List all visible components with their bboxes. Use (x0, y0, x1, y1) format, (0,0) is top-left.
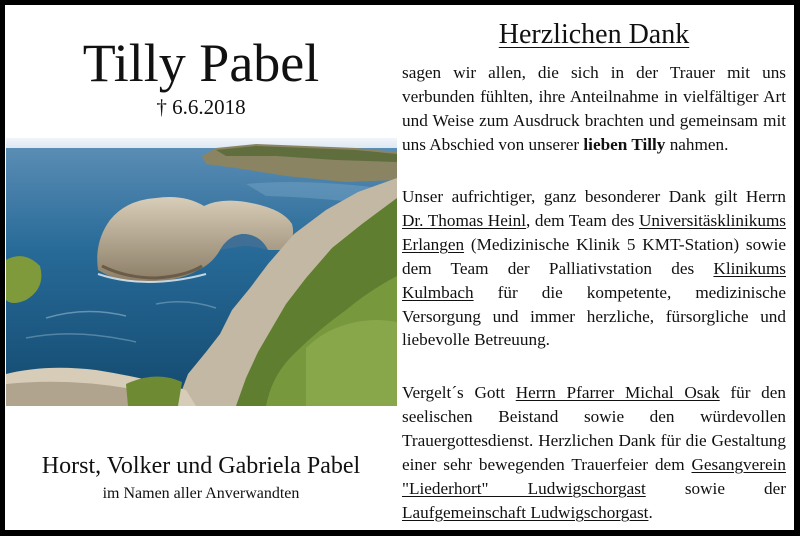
p1-text: sagen wir allen, die sich in der Trauer mit uns verbunden fühlten, ihre Anteilnahme in vielfältiger Art und Weise zum Ausdruck brachten und gemeinsam mit uns Abschied von unserer (402, 63, 786, 154)
doctor-name: Dr. Thomas Heinl (402, 210, 526, 230)
coast-photo (6, 138, 397, 406)
clinic-kulmbach: Klinikums Kulmbach (402, 258, 786, 302)
p2-text-3: (Medizinische Klinik 5 KMT-Station) sowie dem Team der Palliativstation des (402, 234, 786, 278)
right-column (402, 5, 786, 530)
p3-text-2: für den seelischen Beistand sowie den würdevollen Trauergottesdienst. Herzlichen Dank für die Gestaltung einer sehr bewegenden Trauerfeier dem (402, 383, 786, 474)
p2-text-4: für die kompetente, medizinische Versorgung und immer herzliche, fürsorgliche und liebevolle Betreuung. (402, 282, 786, 350)
p2-text-1: Unser aufrichtiger, ganz besonderer Dank gilt Herrn (402, 187, 786, 206)
signers-names: Horst, Volker und Gabriela Pabel (41, 453, 361, 479)
p3-text-1: Vergelt´s Gott (402, 383, 516, 402)
p3-text-3: sowie der (645, 478, 787, 498)
p3-text-4: . (648, 502, 653, 522)
obituary-card (5, 5, 794, 530)
pastor-name: Herrn Pfarrer Michal Osak (515, 383, 720, 402)
p2-text-2: , dem Team des (526, 210, 639, 230)
p1-bold-name: lieben Tilly (583, 134, 666, 154)
clinic-erlangen: Universitäsklinikums Erlangen (402, 210, 786, 254)
thanks-heading-text: Herzlichen Dank (498, 19, 690, 50)
thanks-heading (402, 19, 786, 51)
on-behalf-note: im Namen aller Anverwandten (102, 485, 300, 502)
deceased-name: Tilly Pabel (82, 33, 320, 93)
thanks-paragraph-2 (402, 185, 786, 352)
p1-end: nahmen. (665, 134, 729, 154)
thanks-paragraph-1 (402, 61, 786, 157)
thanks-paragraph-3 (402, 381, 786, 524)
running-club-name: Laufgemeinschaft Ludwigschorgast (402, 502, 649, 522)
left-column (5, 5, 397, 530)
choir-name: Gesangverein "Liederhort" Ludwigschorgast (402, 454, 786, 498)
death-date: † 6.6.2018 (156, 95, 246, 119)
